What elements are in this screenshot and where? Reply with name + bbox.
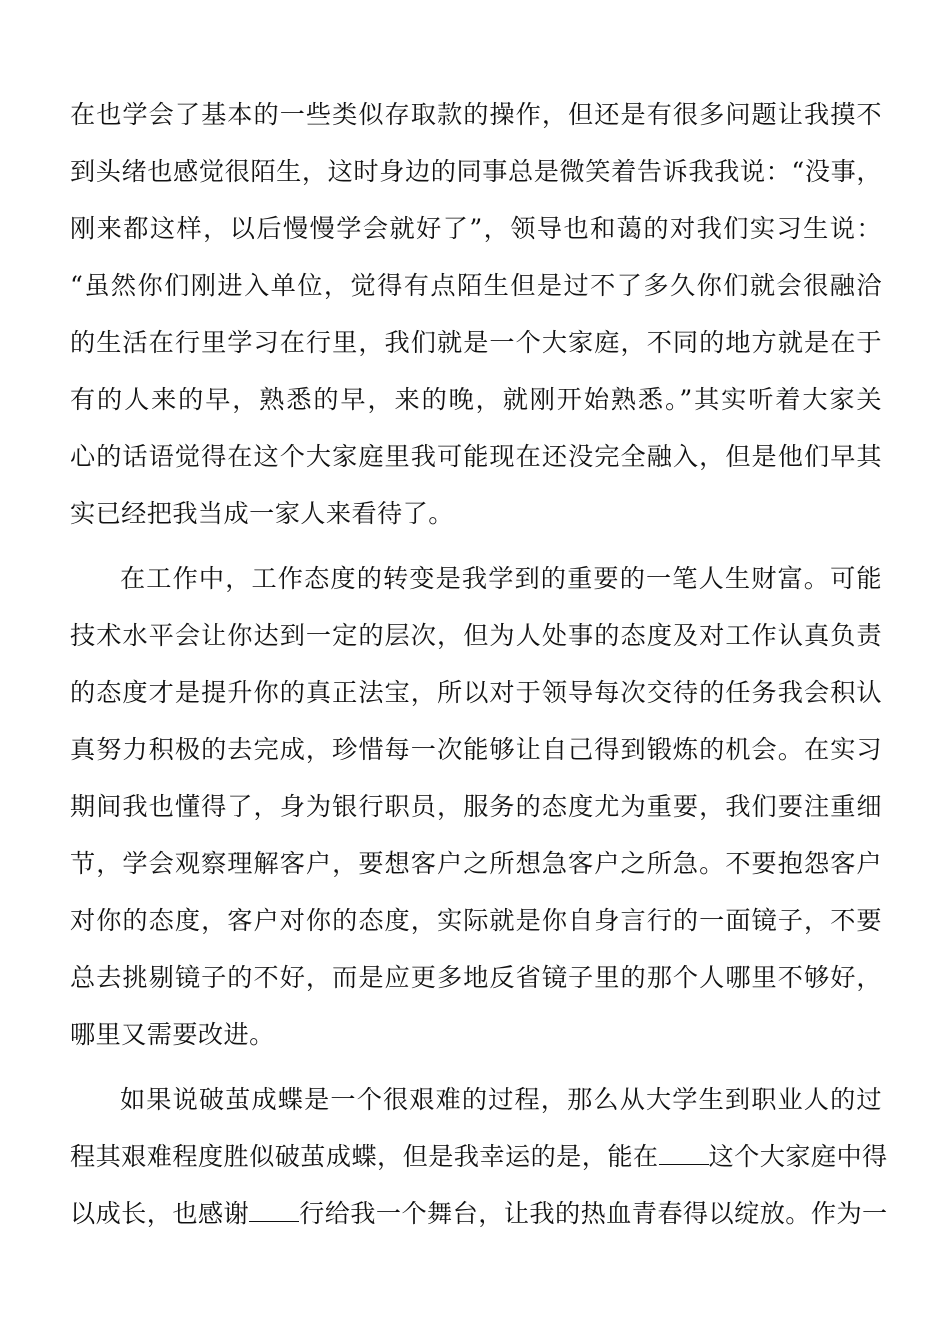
paragraph-3-line-2-part-1: 程其艰难程度胜似破茧成蝶，但是我幸运的是，能在: [70, 1142, 659, 1171]
paragraph-1-line-8: 实已经把我当成一家人来看待了。: [70, 499, 454, 528]
blank-underline-1: [659, 1138, 709, 1165]
paragraph-2-line-2: 技术水平会让你达到一定的层次，但为人处事的态度及对工作认真负责: [70, 621, 882, 650]
paragraph-3-line-1: 如果说破茧成蝶是一个很艰难的过程，那么从大学生到职业人的过: [120, 1085, 882, 1114]
paragraph-1-line-4: “虽然你们刚进入单位，觉得有点陌生但是过不了多久你们就会很融洽: [70, 271, 882, 300]
paragraph-1-line-6: 有的人来的早，熟悉的早，来的晚，就刚开始熟悉。”其实听着大家关: [70, 385, 882, 414]
paragraph-1-line-2: 到头绪也感觉很陌生，这时身边的同事总是微笑着告诉我我说：“没事，: [70, 157, 882, 186]
paragraph-2-line-5: 期间我也懂得了，身为银行职员，服务的态度尤为重要，我们要注重细: [70, 792, 882, 821]
paragraph-1-line-7: 心的话语觉得在这个大家庭里我可能现在还没完全融入，但是他们早其: [70, 442, 882, 471]
paragraph-3-line-2-part-2: 这个大家庭中得: [708, 1142, 888, 1171]
paragraph-3-line-2: [70, 1137, 888, 1177]
paragraph-2-line-8: 总去挑剔镜子的不好，而是应更多地反省镜子里的那个人哪里不够好，: [70, 963, 882, 992]
paragraph-2-line-9: 哪里又需要改进。: [70, 1020, 275, 1049]
paragraph-2-line-6: 节，学会观察理解客户，要想客户之所想急客户之所急。不要抱怨客户: [70, 849, 882, 878]
paragraph-3-line-3: [70, 1194, 888, 1234]
paragraph-2-line-3: 的态度才是提升你的真正法宝，所以对于领导每次交待的任务我会积认: [70, 678, 882, 707]
paragraph-3-line-3-part-2: 行给我一个舞台，让我的热血青春得以绽放。作为一: [299, 1199, 888, 1228]
paragraph-1-line-3: 刚来都这样，以后慢慢学会就好了”，领导也和蔼的对我们实习生说：: [70, 214, 882, 243]
paragraph-2-line-1: 在工作中，工作态度的转变是我学到的重要的一笔人生财富。可能: [120, 564, 882, 593]
paragraph-2-line-7: 对你的态度，客户对你的态度，实际就是你自身言行的一面镜子，不要: [70, 906, 882, 935]
paragraph-1-line-1: 在也学会了基本的一些类似存取款的操作，但还是有很多问题让我摸不: [70, 100, 882, 129]
paragraph-2-line-4: 真努力积极的去完成，珍惜每一次能够让自己得到锻炼的机会。在实习: [70, 735, 882, 764]
paragraph-3-line-3-part-1: 以成长，也感谢: [70, 1199, 250, 1228]
blank-underline-2: [249, 1195, 299, 1222]
paragraph-1-line-5: 的生活在行里学习在行里，我们就是一个大家庭，不同的地方就是在于: [70, 328, 882, 357]
